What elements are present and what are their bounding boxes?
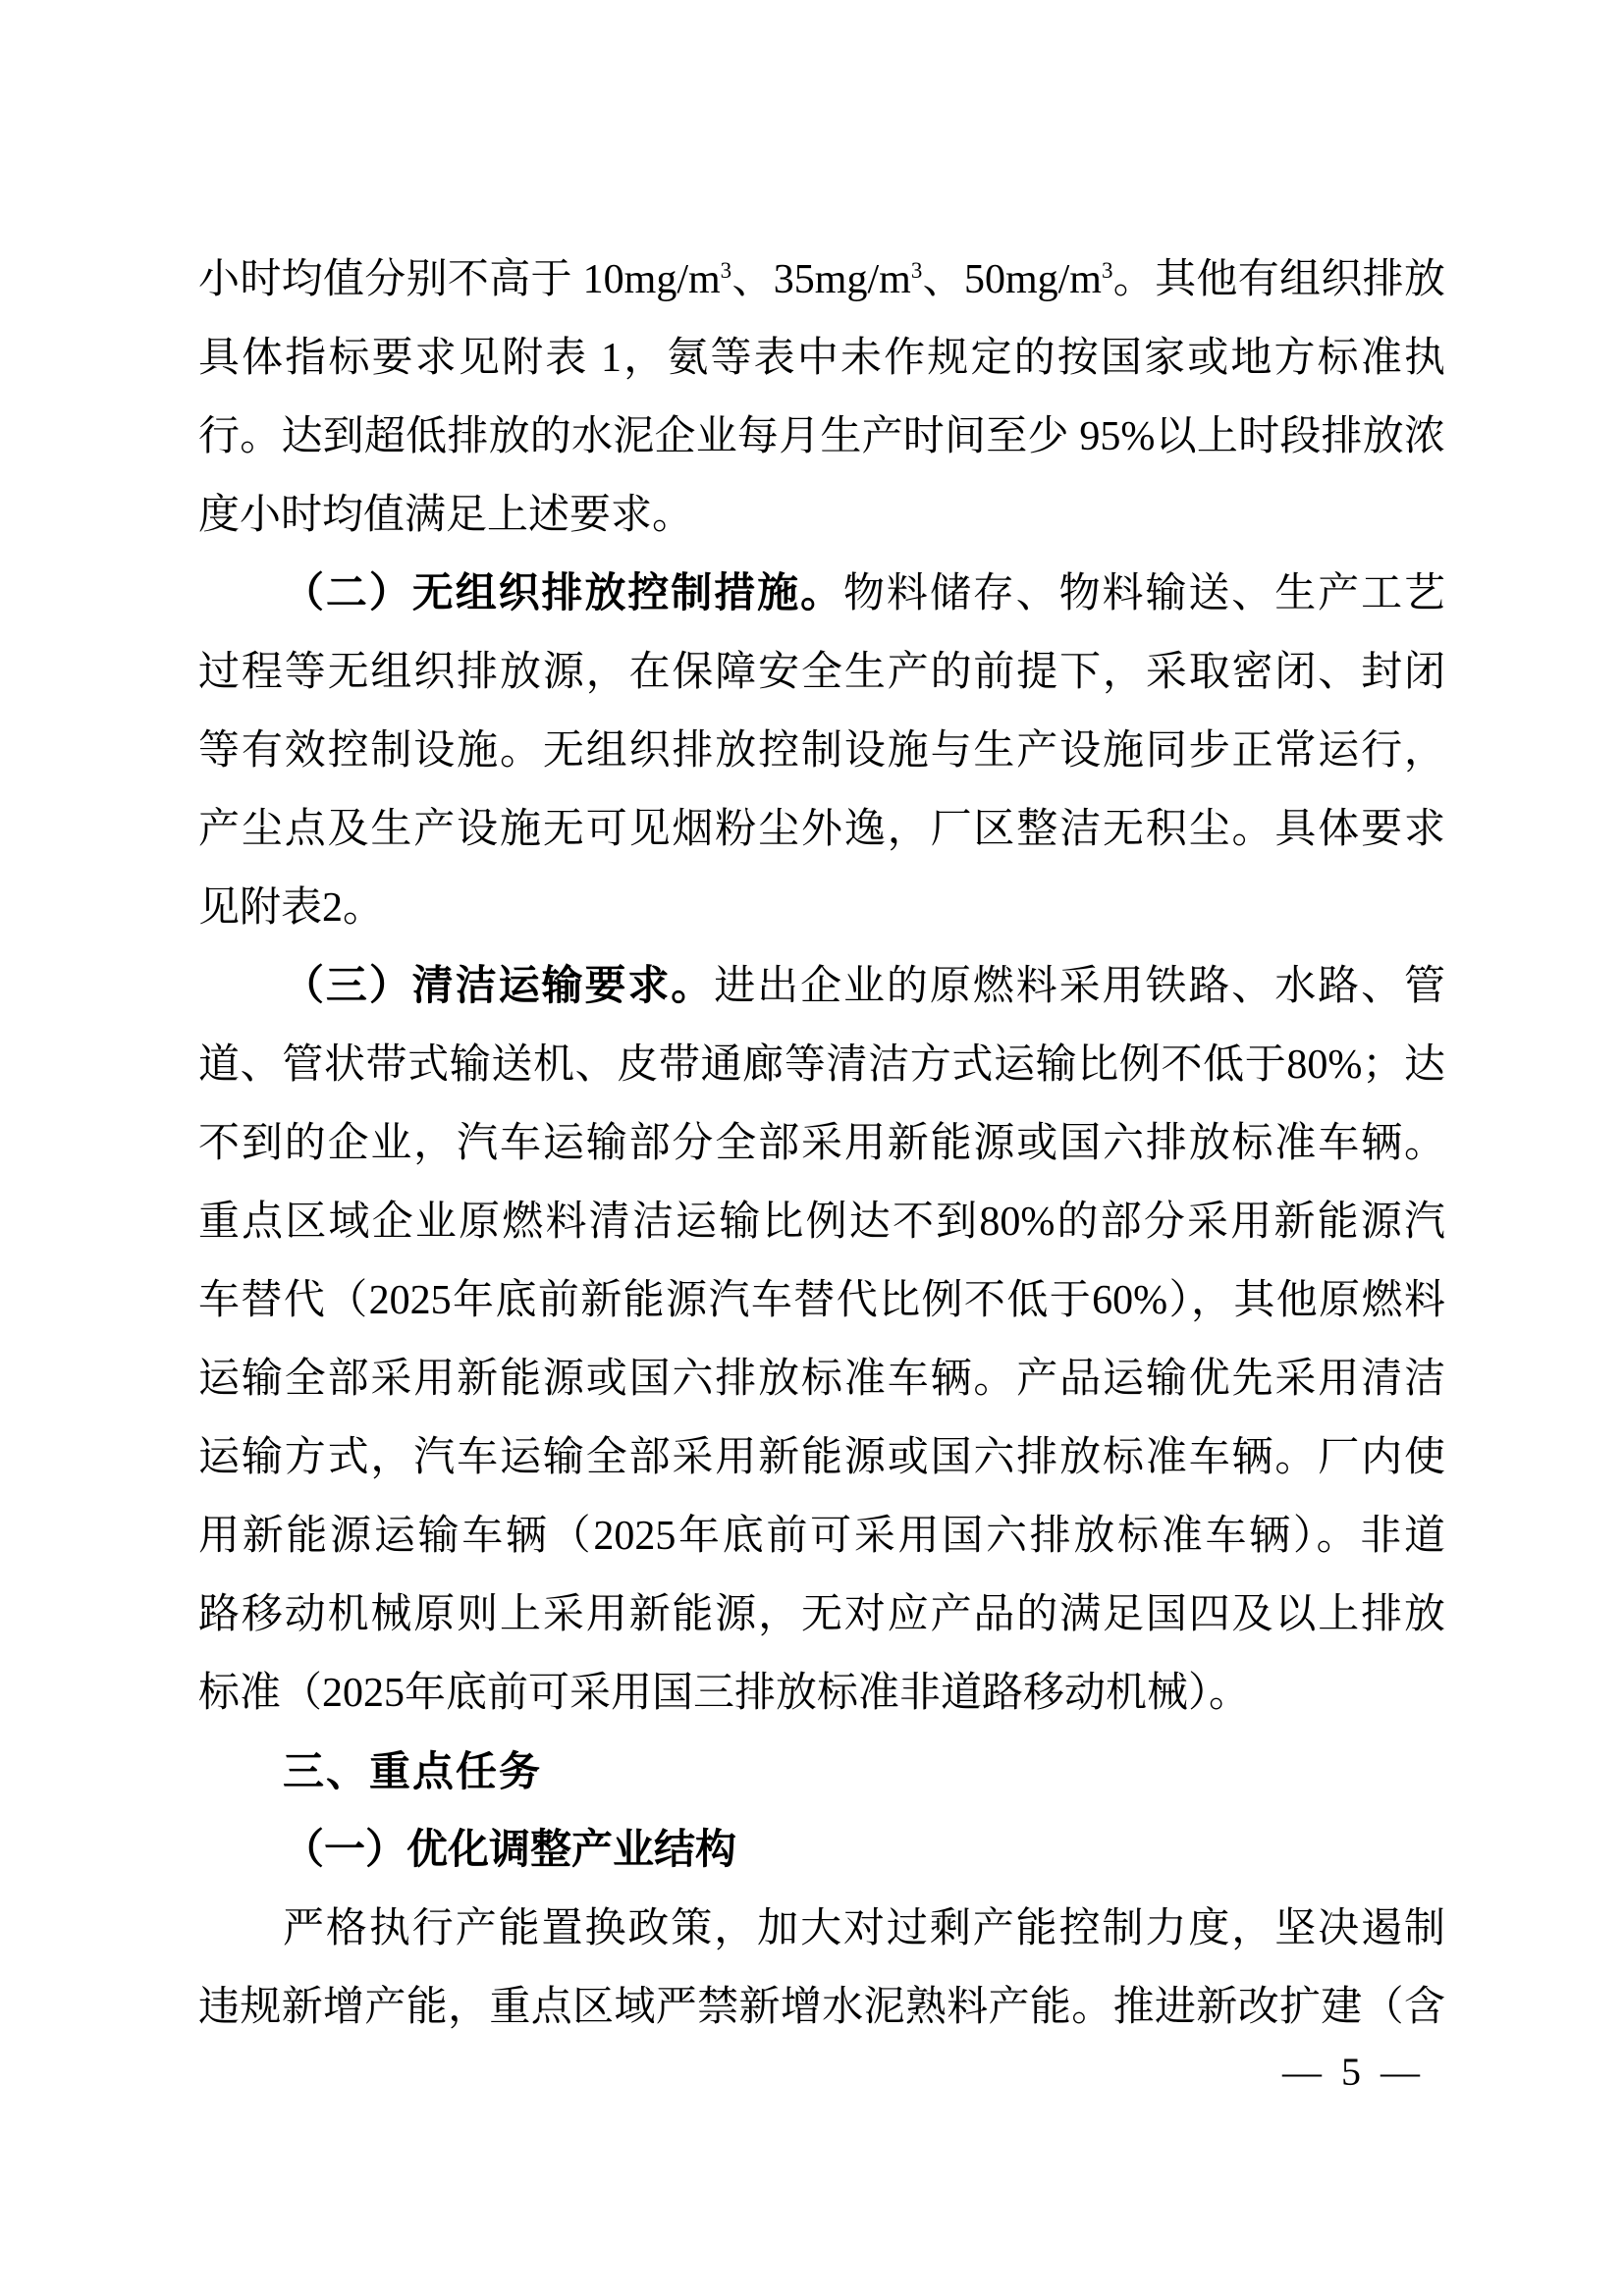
heading-line-item-3 [198, 947, 1445, 1026]
heading-line-item-2 [198, 555, 1445, 633]
superscript-exponent: 3 [1101, 258, 1113, 283]
heading-run: 三、重点任务 [283, 1748, 543, 1794]
body-line-17 [198, 1497, 1445, 1575]
body-run: 道、管状带式输送机、皮带通廊等清洁方式运输比例不低于80%；达 [198, 1042, 1445, 1088]
body-line-16 [198, 1418, 1445, 1497]
body-line-3 [198, 398, 1445, 476]
page-number: — 5 — [1282, 2050, 1420, 2094]
body-run: 违规新增产能，重点区域严禁新增水泥熟料产能。推进新改扩建（含 [198, 1985, 1445, 2030]
subsection-heading-1 [198, 1811, 1445, 1890]
body-run: 产尘点及生产设施无可见烟粉尘外逸，厂区整洁无积尘。具体要求 [198, 807, 1445, 852]
body-run: 小时均值分别不高于 10mg/m [198, 257, 721, 302]
body-line-7 [198, 712, 1445, 790]
body-run: 行。达到超低排放的水泥企业每月生产时间至少 95%以上时段排放浓 [198, 414, 1445, 459]
body-run: 运输全部采用新能源或国六排放标准车辆。产品运输优先采用清洁 [198, 1357, 1445, 1402]
body-run: 、50mg/m [922, 257, 1102, 302]
body-line-4 [198, 476, 1445, 555]
body-line-1 [198, 240, 1445, 319]
body-run: 物料储存、物料输送、生产工艺 [843, 571, 1445, 616]
body-line-18 [198, 1575, 1445, 1654]
body-run: 具体指标要求见附表 1，氨等表中未作规定的按国家或地方标准执 [198, 336, 1445, 381]
body-line-14 [198, 1261, 1445, 1340]
body-line-23 [198, 1968, 1445, 2047]
body-run: 度小时均值满足上述要求。 [198, 493, 694, 538]
body-line-11 [198, 1026, 1445, 1104]
superscript-exponent: 3 [910, 258, 923, 283]
body-run: 用新能源运输车辆（2025年底前可采用国六排放标准车辆）。非道 [198, 1514, 1445, 1559]
body-line-19 [198, 1654, 1445, 1733]
body-run: 路移动机械原则上采用新能源，无对应产品的满足国四及以上排放 [198, 1592, 1445, 1637]
body-run: 不到的企业，汽车运输部分全部采用新能源或国六排放标准车辆。 [198, 1121, 1445, 1166]
body-run: 。其他有组织排放 [1112, 257, 1445, 302]
body-line-22 [198, 1890, 1445, 1968]
superscript-exponent: 3 [720, 258, 732, 283]
body-line-2 [198, 319, 1445, 398]
heading-run: （三）清洁运输要求。 [283, 964, 715, 1009]
body-line-12 [198, 1104, 1445, 1183]
body-line-9 [198, 869, 1445, 947]
body-line-15 [198, 1340, 1445, 1418]
body-line-6 [198, 633, 1445, 712]
body-run: 等有效控制设施。无组织排放控制设施与生产设施同步正常运行， [198, 728, 1445, 774]
body-run: 进出企业的原燃料采用铁路、水路、管 [714, 964, 1445, 1009]
document-body [198, 240, 1445, 2047]
body-run: 严格执行产能置换政策，加大对过剩产能控制力度，坚决遏制 [283, 1906, 1445, 1951]
body-run: 、35mg/m [731, 257, 911, 302]
body-line-8 [198, 790, 1445, 869]
body-run: 过程等无组织排放源，在保障安全生产的前提下，采取密闭、封闭 [198, 650, 1445, 695]
body-run: 重点区域企业原燃料清洁运输比例达不到80%的部分采用新能源汽 [198, 1200, 1445, 1245]
body-run: 见附表2。 [198, 885, 385, 931]
heading-run: （二）无组织排放控制措施。 [283, 571, 843, 616]
body-run: 车替代（2025年底前新能源汽车替代比例不低于60%），其他原燃料 [198, 1278, 1445, 1323]
heading-run: （一）优化调整产业结构 [283, 1828, 737, 1873]
body-line-13 [198, 1183, 1445, 1261]
section-heading-3 [198, 1733, 1445, 1811]
body-run: 标准（2025年底前可采用国三排放标准非道路移动机械）。 [198, 1671, 1251, 1716]
body-run: 运输方式，汽车运输全部采用新能源或国六排放标准车辆。厂内使 [198, 1435, 1445, 1480]
